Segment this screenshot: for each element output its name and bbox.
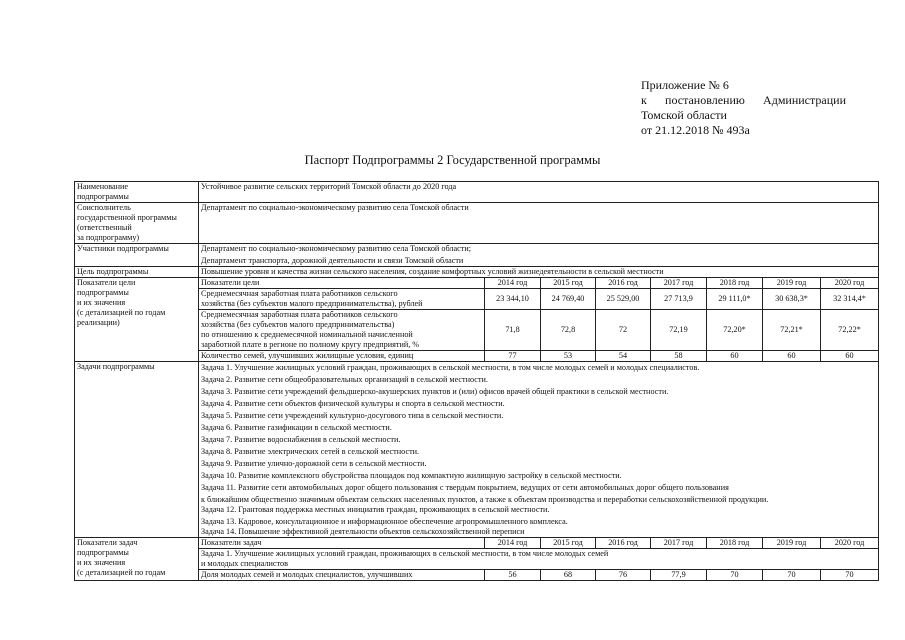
column-header: Показатели цели — [199, 278, 485, 289]
task-item: Задача 9. Развитие улично-дорожной сети в сельской местности. — [201, 459, 427, 468]
indicator-value: 24 769,40 — [541, 289, 596, 310]
indicator-value: 70 — [821, 570, 879, 581]
task-title: Задача 1. Улучшение жилищных условий граждан, проживающих в сельской местности, в том числе молодых семей и молодых специалистов — [199, 549, 879, 570]
row-label: Соисполнитель государственной программы (ответственный за подпрограмму) — [75, 203, 199, 244]
task-item: Задача 13. Кадровое, консультационное и информационное обеспечение агропромышленного комплекса. — [201, 517, 568, 526]
indicator-name: Среднемесячная заработная плата работников сельского хозяйства (без субъектов малого предпринимательства) по отношению к среднемесячной номинальной начисленной заработной плате в регионе по полному кругу предприятий, % — [199, 310, 485, 351]
row-value: Устойчивое развитие сельских территорий Томской области до 2020 года — [199, 182, 879, 203]
task-item: Задача 8. Развитие электрических сетей в сельской местности. — [201, 447, 420, 456]
year-header: 2018 год — [707, 538, 763, 549]
indicator-value: 76 — [596, 570, 651, 581]
indicator-value: 72,21* — [763, 310, 821, 351]
row-coexecutor — [75, 203, 879, 244]
year-header: 2016 год — [596, 538, 651, 549]
year-header: 2020 год — [821, 538, 879, 549]
appendix-resolution-line: к постановлению Администрации — [641, 93, 846, 107]
indicator-name: Доля молодых семей и молодых специалистов, улучшивших — [199, 570, 485, 581]
task-indicators-label: Показатели задач подпрограммы и их значения (с детализацией по годам — [75, 538, 199, 581]
indicator-value: 77,9 — [651, 570, 707, 581]
indicator-value: 30 638,3* — [763, 289, 821, 310]
appendix-date: от 21.12.2018 № 493а — [641, 123, 750, 137]
task-item: Задача 14. Повышение эффективной деятельности объектов сельскохозяйственной переписи — [201, 527, 525, 536]
row-participants — [75, 244, 879, 267]
year-header: 2020 год — [821, 278, 879, 289]
indicator-value: 53 — [541, 351, 596, 362]
column-header: Показатели задач — [199, 538, 485, 549]
indicator-value: 72 — [596, 310, 651, 351]
task-item: Задача 5. Развитие сети учреждений культурно-досугового типа в сельской местности. — [201, 411, 504, 420]
task-item: Задача 1. Улучшение жилищных условий граждан, проживающих в сельской местности, в том числе молодых семей и молодых специалистов. — [201, 363, 700, 372]
indicator-value: 72,19 — [651, 310, 707, 351]
task-item: Задача 2. Развитие сети общеобразовательных организаций в сельской местности. — [201, 375, 488, 384]
indicator-value: 77 — [485, 351, 541, 362]
indicator-value: 27 713,9 — [651, 289, 707, 310]
indicator-value: 54 — [596, 351, 651, 362]
row-subprogram-name — [75, 182, 879, 203]
document-title: Паспорт Подпрограммы 2 Государственной программы — [304, 153, 601, 167]
year-header: 2015 год — [541, 538, 596, 549]
indicator-value: 71,8 — [485, 310, 541, 351]
year-header: 2019 год — [763, 538, 821, 549]
indicator-value: 32 314,4* — [821, 289, 879, 310]
year-header: 2017 год — [651, 278, 707, 289]
year-header: 2015 год — [541, 278, 596, 289]
indicator-value: 23 344,10 — [485, 289, 541, 310]
task-item: Задача 12. Грантовая поддержка местных инициатив граждан, проживающих в сельской местности. — [201, 505, 550, 514]
year-header: 2017 год — [651, 538, 707, 549]
year-header: 2014 год — [485, 278, 541, 289]
indicator-value: 60 — [821, 351, 879, 362]
year-header: 2016 год — [596, 278, 651, 289]
appendix-number: Приложение № 6 — [641, 78, 729, 92]
row-tasks — [75, 362, 879, 538]
indicator-value: 58 — [651, 351, 707, 362]
year-header: 2014 год — [485, 538, 541, 549]
task-item-cont: к ближайшим общественно значимым объектам сельских населенных пунктов, а также к объектам производства и переработки сельскохозяйственной продукции. — [201, 495, 769, 504]
indicator-value: 70 — [707, 570, 763, 581]
indicator-value: 72,8 — [541, 310, 596, 351]
task-item: Задача 6. Развитие газификации в сельской местности. — [201, 423, 392, 432]
row-label: Участники подпрограммы — [75, 244, 199, 267]
task-item: Задача 7. Развитие водоснабжения в сельской местности. — [201, 435, 401, 444]
task-indicators-header — [75, 538, 879, 549]
appendix-block — [641, 78, 846, 138]
year-header: 2018 год — [707, 278, 763, 289]
task-item: Задача 4. Развитие сети объектов физической культуры и спорта в сельской местности. — [201, 399, 505, 408]
row-label: Наименование подпрограммы — [75, 182, 199, 203]
indicator-value: 25 529,00 — [596, 289, 651, 310]
tasks-list — [199, 362, 879, 538]
indicator-name: Количество семей, улучшивших жилищные условия, единиц — [199, 351, 485, 362]
passport-table — [74, 181, 879, 581]
row-label: Цель подпрограммы — [75, 267, 199, 278]
indicator-value: 29 111,0* — [707, 289, 763, 310]
goal-indicators-label: Показатели цели подпрограммы и их значения (с детализацией по годам реализации) — [75, 278, 199, 362]
task-item: Задача 11. Развитие сети автомобильных дорог общего пользования с твердым покрытием, ведущих от сети автомобильных дорог общего пользования — [201, 483, 729, 492]
indicator-value: 60 — [763, 351, 821, 362]
row-value: Департамент по социально-экономическому развитию села Томской области — [199, 203, 879, 244]
appendix-region: Томской области — [641, 108, 727, 122]
indicator-value: 56 — [485, 570, 541, 581]
tasks-label: Задачи подпрограммы — [75, 362, 199, 538]
indicator-name: Среднемесячная заработная плата работников сельского хозяйства (без субъектов малого предпринимательства), рублей — [199, 289, 485, 310]
indicator-value: 60 — [707, 351, 763, 362]
indicator-value: 72,20* — [707, 310, 763, 351]
row-value: Департамент по социально-экономическому развитию села Томской области; Департамент транспорта, дорожной деятельности и связи Томской области — [199, 244, 879, 267]
goal-indicators-header — [75, 278, 879, 289]
task-item: Задача 3. Развитие сети учреждений фельдшерско-акушерских пунктов и (или) офисов врачей общей практики в сельской местности. — [201, 387, 669, 396]
row-goal — [75, 267, 879, 278]
indicator-value: 70 — [763, 570, 821, 581]
indicator-value: 68 — [541, 570, 596, 581]
year-header: 2019 год — [763, 278, 821, 289]
indicator-value: 72,22* — [821, 310, 879, 351]
row-value: Повышение уровня и качества жизни сельского населения, создание комфортных условий жизнедеятельности в сельской местности — [199, 267, 879, 278]
task-item: Задача 10. Развитие комплексного обустройства площадок под компактную жилищную застройку в сельской местности. — [201, 471, 622, 480]
